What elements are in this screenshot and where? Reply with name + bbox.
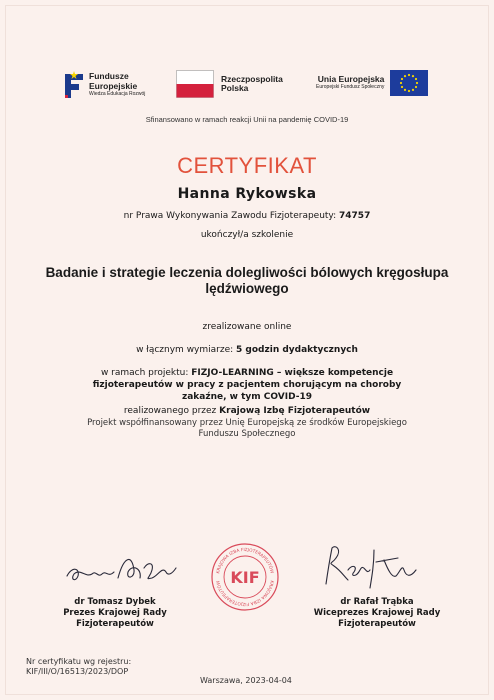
signatory-right-role1: Wiceprezes Krajowej Rady: [313, 608, 441, 618]
registry-number: KIF/III/O/16513/2023/DOP: [26, 667, 129, 676]
signatory-right: [302, 597, 452, 630]
license-line: [0, 211, 494, 221]
fe-sub: Wiedza Edukacja Rozwój: [89, 91, 146, 98]
delivery-mode: zrealizowane online: [202, 322, 292, 332]
registry-block: [26, 657, 131, 677]
signature-left: [62, 548, 182, 588]
signatory-left-role2: Fizjoterapeutów: [76, 619, 154, 629]
polish-flag-icon: [176, 70, 214, 98]
ue-line1: Unia Europejska: [317, 74, 385, 85]
rp-line2: Polska: [221, 83, 249, 93]
signature-right: [318, 540, 428, 592]
logo-fundusze-europejskie: [62, 70, 145, 100]
funding-note: Sfinansowano w ramach reakcji Unii na pandemię COVID-19: [145, 115, 349, 124]
course-title: Badanie i strategie leczenia dolegliwości bólowych kręgosłupa lędźwiowego: [45, 265, 449, 296]
kif-logo-icon: [210, 542, 280, 612]
kif-stamp-text: KIF: [230, 568, 260, 587]
fe-line2: Europejskie: [89, 80, 138, 91]
fe-star-icon: [62, 70, 86, 100]
certificate-title: CERTYFIKAT: [177, 153, 317, 178]
signatory-left-role1: Prezes Krajowej Rady: [63, 608, 167, 618]
logo-unia-europejska: [316, 70, 428, 96]
signatory-left-name: dr Tomasz Dybek: [74, 597, 156, 607]
completed-text: ukończył/a szkolenie: [200, 230, 294, 240]
project-label: w ramach projektu:: [100, 368, 189, 378]
logo-strip: [60, 70, 434, 106]
rp-line1: Rzeczpospolita: [221, 73, 283, 84]
project-name: FIZJO-LEARNING – większe kompetencje fizjoterapeutów w pracy z pacjentem chorującym na choroby zakaźne, w tym COVID-19: [92, 368, 402, 402]
cofinancing-note: Projekt współfinansowany przez Unię Europejską ze środków Europejskiego Funduszu Społecznego: [87, 418, 407, 439]
organizer-label: realizowanego przez: [123, 406, 217, 416]
organizer-line: [0, 406, 494, 416]
hours-value: 5 godzin dydaktycznych: [236, 345, 358, 355]
place-date: Warszawa, 2023-04-04: [200, 676, 292, 685]
signatory-left: [40, 597, 190, 630]
hours-line: [0, 345, 494, 355]
organizer-name: Krajową Izbę Fizjoterapeutów: [219, 406, 371, 416]
signatory-right-role2: Fizjoterapeutów: [338, 619, 416, 629]
svg-text:KRAJOWA IZBA FIZJOTERAPEUTÓW: KRAJOWA IZBA FIZJOTERAPEUTÓW: [216, 547, 274, 575]
hours-label: w łącznym wymiarze:: [136, 345, 234, 355]
license-label: nr Prawa Wykonywania Zawodu Fizjoterapeuty:: [123, 211, 337, 221]
eu-flag-icon: [390, 70, 428, 96]
kif-stamp: [210, 542, 280, 612]
recipient-name: Hanna Rykowska: [177, 186, 317, 202]
svg-text:KRAJOWA IZBA FIZJOTERAPEUTÓW: KRAJOWA IZBA FIZJOTERAPEUTÓW: [216, 579, 274, 607]
registry-label: Nr certyfikatu wg rejestru:: [26, 657, 132, 666]
logo-rzeczpospolita: [176, 70, 283, 98]
license-number: 74757: [339, 211, 371, 221]
fe-line1: Fundusze: [89, 71, 129, 82]
project-line: [80, 367, 414, 403]
signatory-right-name: dr Rafał Trąbka: [340, 597, 414, 607]
ue-sub: Europejski Fundusz Społeczny: [316, 84, 385, 91]
